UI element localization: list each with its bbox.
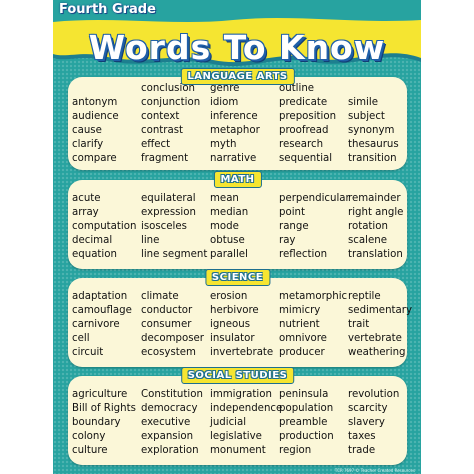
word-preposition: preposition — [279, 111, 337, 122]
word-array: array — [72, 207, 99, 218]
word-production: production — [279, 431, 334, 442]
word-fragment: fragment — [141, 153, 189, 164]
word-compare: compare — [72, 153, 117, 164]
word-democracy: democracy — [141, 403, 198, 414]
word-sedimentary: sedimentary — [348, 305, 412, 316]
word-median: median — [210, 207, 249, 218]
word-range: range — [279, 221, 309, 232]
word-judicial: judicial — [210, 417, 247, 428]
word-boundary: boundary — [72, 417, 121, 428]
word-equilateral: equilateral — [141, 193, 196, 204]
word-consumer: consumer — [141, 319, 192, 330]
word-ecosystem: ecosystem — [141, 347, 196, 358]
word-clarify: clarify — [72, 139, 104, 150]
word-parallel: parallel — [210, 249, 248, 260]
word-point: point — [279, 207, 305, 218]
word-mimicry: mimicry — [279, 305, 321, 316]
word-exploration: exploration — [141, 445, 199, 456]
poster — [53, 0, 421, 474]
word-omnivore: omnivore — [279, 333, 327, 344]
word-reptile: reptile — [348, 291, 381, 302]
word-line-segment: line segment — [141, 249, 208, 260]
word-isosceles: isosceles — [141, 221, 187, 232]
word-vertebrate: vertebrate — [348, 333, 402, 344]
word-immigration: immigration — [210, 389, 272, 400]
word-adaptation: adaptation — [72, 291, 128, 302]
word-metamorphic: metamorphic — [279, 291, 348, 302]
word-insulator: insulator — [210, 333, 255, 344]
word-legislative: legislative — [210, 431, 262, 442]
word-grid — [72, 388, 403, 458]
word-culture: culture — [72, 445, 108, 456]
word-audience: audience — [72, 111, 119, 122]
word-grid — [72, 192, 403, 262]
word-conductor: conductor — [141, 305, 193, 316]
word-scarcity: scarcity — [348, 403, 388, 414]
word-cell: cell — [72, 333, 90, 344]
word-transition: transition — [348, 153, 397, 164]
word-constitution: Constitution — [141, 389, 203, 400]
word-decimal: decimal — [72, 235, 113, 246]
word-slavery: slavery — [348, 417, 385, 428]
word-research: research — [279, 139, 324, 150]
word-rotation: rotation — [348, 221, 388, 232]
section-title: SCIENCE — [205, 269, 270, 286]
word-metaphor: metaphor — [210, 125, 260, 136]
section-language-arts — [68, 71, 407, 170]
word-genre: genre — [210, 83, 240, 94]
section-science — [68, 272, 412, 367]
word-sequential: sequential — [279, 153, 333, 164]
word-proofread: proofread — [279, 125, 329, 136]
word-line: line — [141, 235, 160, 246]
word-expression: expression — [141, 207, 196, 218]
word-monument: monument — [210, 445, 266, 456]
section-title: LANGUAGE ARTS — [180, 68, 294, 85]
word-revolution: revolution — [348, 389, 400, 400]
section-title: MATH — [213, 171, 261, 188]
word-conjunction: conjunction — [141, 97, 201, 108]
word-inference: inference — [210, 111, 258, 122]
word-cause: cause — [72, 125, 102, 136]
word-peninsula: peninsula — [279, 389, 329, 400]
word-expansion: expansion — [141, 431, 194, 442]
word-ray: ray — [279, 235, 296, 246]
word-nutrient: nutrient — [279, 319, 320, 330]
word-contrast: contrast — [141, 125, 184, 136]
word-decomposer: decomposer — [141, 333, 204, 344]
section-title: SOCIAL STUDIES — [181, 367, 295, 384]
word-conclusion: conclusion — [141, 83, 196, 94]
word-idiom: idiom — [210, 97, 239, 108]
word-remainder: remainder — [348, 193, 401, 204]
word-colony: colony — [72, 431, 106, 442]
word-equation: equation — [72, 249, 117, 260]
chart-title: Words To Know — [88, 28, 386, 67]
word-perpendicular: perpendicular — [279, 193, 350, 204]
word-grid — [72, 290, 412, 360]
word-circuit: circuit — [72, 347, 104, 358]
word-climate: climate — [141, 291, 179, 302]
word-bill-of-rights: Bill of Rights — [72, 403, 136, 414]
word-translation: translation — [348, 249, 403, 260]
section-math — [68, 174, 407, 269]
word-antonym: antonym — [72, 97, 118, 108]
word-context: context — [141, 111, 180, 122]
word-subject: subject — [348, 111, 385, 122]
word-independence: independence — [210, 403, 283, 414]
word-producer: producer — [279, 347, 325, 358]
word-scalene: scalene — [348, 235, 387, 246]
word-acute: acute — [72, 193, 101, 204]
word-mean: mean — [210, 193, 239, 204]
word-narrative: narrative — [210, 153, 257, 164]
word-empty — [72, 82, 141, 96]
word-outline: outline — [279, 83, 315, 94]
word-myth: myth — [210, 139, 237, 150]
word-computation: computation — [72, 221, 137, 232]
word-carnivore: carnivore — [72, 319, 120, 330]
grade-label: Fourth Grade — [59, 2, 156, 17]
word-right-angle: right angle — [348, 207, 404, 218]
word-synonym: synonym — [348, 125, 395, 136]
publisher-footer: TCR 7697 © Teacher Created Resources — [334, 468, 415, 473]
word-agriculture: agriculture — [72, 389, 128, 400]
word-herbivore: herbivore — [210, 305, 259, 316]
word-mode: mode — [210, 221, 239, 232]
word-trade: trade — [348, 445, 376, 456]
word-empty — [348, 82, 414, 96]
word-population: population — [279, 403, 334, 414]
word-taxes: taxes — [348, 431, 376, 442]
section-social-studies — [68, 370, 407, 465]
word-simile: simile — [348, 97, 378, 108]
word-thesaurus: thesaurus — [348, 139, 399, 150]
word-grid — [72, 82, 403, 166]
word-igneous: igneous — [210, 319, 251, 330]
word-reflection: reflection — [279, 249, 328, 260]
word-obtuse: obtuse — [210, 235, 245, 246]
word-predicate: predicate — [279, 97, 328, 108]
word-executive: executive — [141, 417, 191, 428]
word-trait: trait — [348, 319, 370, 330]
word-erosion: erosion — [210, 291, 248, 302]
word-region: region — [279, 445, 312, 456]
word-camouflage: camouflage — [72, 305, 132, 316]
word-effect: effect — [141, 139, 171, 150]
word-preamble: preamble — [279, 417, 328, 428]
word-invertebrate: invertebrate — [210, 347, 274, 358]
word-weathering: weathering — [348, 347, 406, 358]
